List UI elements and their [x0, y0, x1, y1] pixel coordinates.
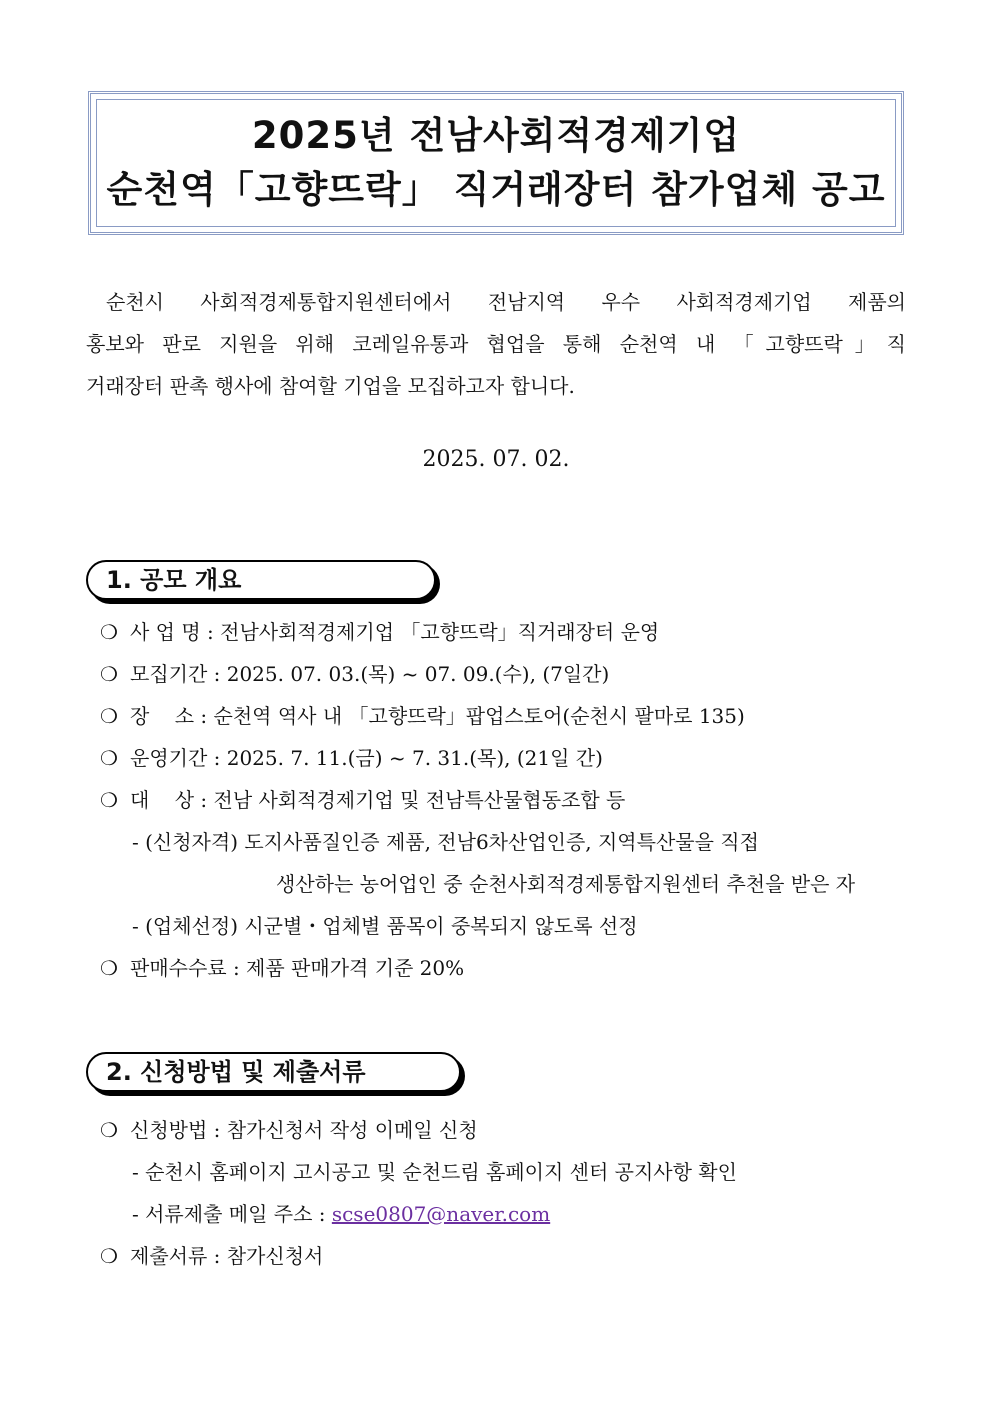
circle-bullet-icon: ❍: [100, 788, 118, 812]
title-line-2: 순천역「고향뜨락」 직거래장터 참가업체 공고: [106, 168, 886, 211]
section-1-heading: 1. 공모 개요: [86, 560, 436, 600]
list-item: ❍ 모집기간 : 2025. 07. 03.(목) ~ 07. 09.(수), (7일간): [100, 659, 609, 689]
intro-line-2: 홍보와 판로 지원을 위해 코레일유통과 협업을 통해 순천역 내 「고향뜨락」직: [86, 332, 906, 356]
section-2-heading: 2. 신청방법 및 제출서류: [86, 1052, 461, 1092]
method-sub-2: - 서류제출 메일 주소 : scse0807@naver.com: [132, 1202, 551, 1226]
eligibility-line-1: - (신청자격) 도지사품질인증 제품, 전남6차산업인증, 지역특산물을 직접: [132, 830, 759, 854]
circle-bullet-icon: ❍: [100, 620, 118, 644]
list-item: ❍ 장 소 : 순천역 역사 내 「고향뜨락」팝업스토어(순천시 팔마로 135): [100, 701, 745, 731]
method-sub-1: - 순천시 홈페이지 고시공고 및 순천드림 홈페이지 센터 공지사항 확인: [132, 1160, 737, 1184]
circle-bullet-icon: ❍: [100, 1244, 118, 1268]
circle-bullet-icon: ❍: [100, 662, 118, 686]
email-link[interactable]: scse0807@naver.com: [331, 1202, 551, 1226]
title-line-1: 2025년 전남사회적경제기업: [251, 114, 741, 157]
intro-paragraph: [86, 281, 906, 407]
intro-line-1: 순천시 사회적경제통합지원센터에서 전남지역 우수 사회적경제기업 제품의: [106, 290, 906, 314]
circle-bullet-icon: ❍: [100, 1118, 118, 1142]
circle-bullet-icon: ❍: [100, 704, 118, 728]
intro-line-3: 거래장터 판촉 행사에 참여할 기업을 모집하고자 합니다.: [86, 374, 575, 398]
list-item: ❍ 신청방법 : 참가신청서 작성 이메일 신청: [100, 1115, 478, 1145]
circle-bullet-icon: ❍: [100, 746, 118, 770]
list-item: ❍ 판매수수료 : 제품 판매가격 기준 20%: [100, 953, 464, 983]
title-box: [88, 91, 904, 235]
list-item: ❍ 운영기간 : 2025. 7. 11.(금) ~ 7. 31.(목), (21일 간): [100, 743, 603, 773]
selection-criteria: - (업체선정) 시군별・업체별 품목이 중복되지 않도록 선정: [132, 914, 638, 938]
notice-date: 2025. 07. 02.: [422, 447, 570, 472]
list-item: ❍ 사 업 명 : 전남사회적경제기업 「고향뜨락」직거래장터 운영: [100, 617, 659, 647]
circle-bullet-icon: ❍: [100, 956, 118, 980]
list-item: ❍ 대 상 : 전남 사회적경제기업 및 전남특산물협동조합 등: [100, 785, 625, 815]
eligibility-line-2: 생산하는 농어업인 중 순천사회적경제통합지원센터 추천을 받은 자: [276, 872, 856, 896]
list-item: ❍ 제출서류 : 참가신청서: [100, 1241, 323, 1271]
